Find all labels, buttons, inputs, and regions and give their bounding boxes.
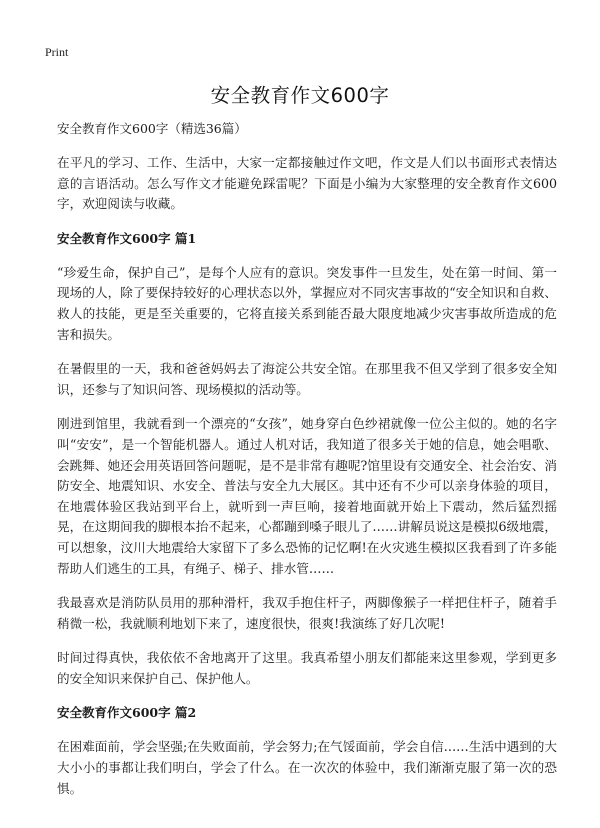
section-2-paragraph-1: 在困难面前，学会坚强;在失败面前，学会努力;在气馁面前，学会自信……生活中遇到的大大小小的事都让我们明白，学会了什么。在一次次的体验中，我们渐渐克服了第一次的恐惧。 [57, 739, 557, 796]
section-1-paragraph-1: “珍爱生命，保护自己”，是每个人应有的意识。突发事件一旦发生，处在第一时间、第一现场的人，除了要保持较好的心理状态以外，掌握应对不同灾害事故的“安全知识和自救、救人的技能，更是至关重要的，它将直接关系到能否最大限度地减少灾害事故所造成的危害和损失。 [57, 264, 557, 342]
section-1-paragraph-4: 我最喜欢是消防队员用的那种滑杆，我双手抱住杆子，两脚像猴子一样把住杆子，随着手稍微一松，我就顺利地划下来了，速度很快，很爽!我演练了好几次呢! [57, 595, 557, 631]
section-heading-1: 安全教育作文600字 篇1 [57, 230, 197, 246]
intro-paragraph: 在平凡的学习、工作、生活中，大家一定都接触过作文吧，作文是人们以书面形式表情达意的言语活动。怎么写作文才能避免踩雷呢？下面是小编为大家整理的安全教育作文600字，欢迎阅读与收藏。 [57, 155, 557, 212]
section-1-paragraph-2: 在暑假里的一天，我和爸爸妈妈去了海淀公共安全馆。在那里我不但又学到了很多安全知识，还参与了知识问答、现场模拟的活动等。 [57, 361, 557, 397]
section-heading-2: 安全教育作文600字 篇2 [57, 705, 197, 721]
section-1-paragraph-5: 时间过得真快，我依依不舍地离开了这里。我真希望小朋友们都能来这里参观，学到更多的安全知识来保护自己、保护他人。 [57, 650, 557, 686]
article-subtitle: 安全教育作文600字（精选36篇） [57, 121, 247, 136]
page-title: 安全教育作文600字 [210, 84, 390, 107]
article-body [57, 119, 557, 813]
section-1-paragraph-3: 刚进到馆里，我就看到一个漂亮的“女孩”，她身穿白色纱裙就像一位公主似的。她的名字叫“安安”，是一个智能机器人。通过人机对话，我知道了很多关于她的信息，她会唱歌、会跳舞、她还会用英语回答问题呢，是不是非常有趣呢?馆里设有交通安全、社会治安、消防安全、地震知识、水安全、普法与安全九大展区。其中还有不少可以亲身体验的项目，在地震体验区我站到平台上，就听到一声巨响，接着地面就开始上下震动，然后猛烈摇晃，在这期间我的脚根本抬不起来，心都蹦到嗓子眼儿了……讲解员说这是模拟6级地震，可以想象，汶川大地震给大家留下了多么恐怖的记忆啊!在火灾逃生模拟区我看到了许多能帮助人们逃生的工具，有绳子、梯子、排水管…… [57, 416, 557, 576]
print-link[interactable]: Print [45, 45, 69, 59]
